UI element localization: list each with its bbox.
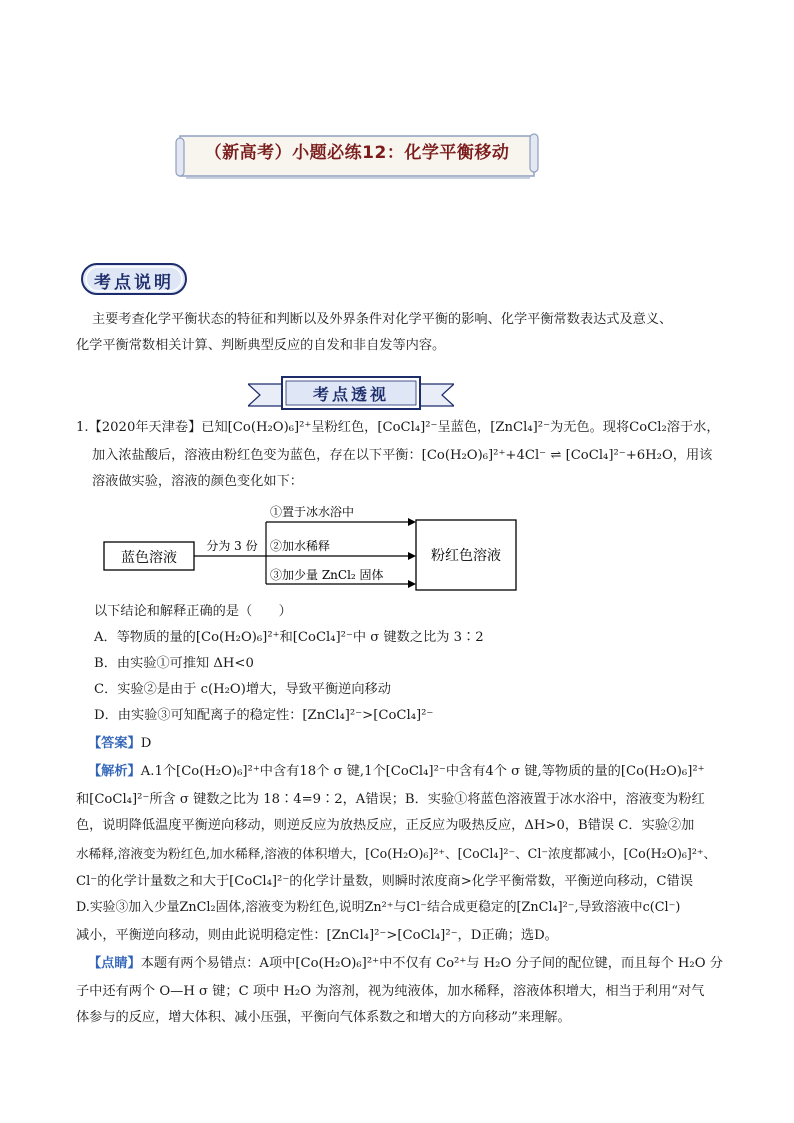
step-3-label: ③加少量 ZnCl₂ 固体 [270, 568, 384, 582]
analysis-line-5: Cl⁻的化学计量数之和大于[CoCl₄]²⁻的化学计量数，则瞬时浓度商>化学平衡常数，平衡逆向移动，C错误 [76, 874, 693, 889]
question-stem: 以下结论和解释正确的是（ ） [94, 604, 292, 619]
step-1-label: ①置于冰水浴中 [270, 505, 355, 519]
tips-line-3: 体参与的反应，增大体积、减小压强，平衡向气体系数之和增大的方向移动”来理解。 [76, 1010, 571, 1025]
intro-line-2: 化学平衡常数相关计算、判断典型反应的自发和非自发等内容。 [76, 338, 446, 353]
question-line-3: 溶液做实验，溶液的颜色变化如下： [92, 474, 303, 489]
analysis-line-6: D.实验③加入少量ZnCl₂固体,溶液变为粉红色,说明Zn²⁺与Cl⁻结合成更稳定的[ZnCl₄]²⁻,导致溶液中c(Cl⁻) [76, 900, 681, 915]
question-line-1 [76, 418, 720, 438]
tips-label: 【点睛】 [88, 956, 141, 971]
analysis-line-4: 水稀释,溶液变为粉红色,加水稀释,溶液的体积增大，[Co(H₂O)₆]²⁺、[CoCl₄]²⁻、Cl⁻浓度都减小，[Co(H₂O)₆]²⁺、 [76, 846, 717, 861]
section-badge-label: 考点说明 [94, 273, 174, 293]
experiment-diagram [98, 498, 522, 594]
intro-line-1: 主要考查化学平衡状态的特征和判断以及外界条件对化学平衡的影响、化学平衡常数表达式及意义、 [92, 312, 673, 327]
analysis-label: 【解析】 [88, 764, 141, 779]
end-box-label: 粉红色溶液 [431, 548, 501, 564]
tips-line-2: 子中还有两个 O—H σ 键；C 项中 H₂O 为溶剂，视为纯液体，加水稀释，溶液体积增大，相当于利用“对气 [76, 984, 705, 999]
analysis-text-1: A.1个[Co(H₂O)₆]²⁺中含有18个 σ 键,1个[CoCl₄]²⁻中含有4个 σ 键,等物质的量的[Co(H₂O)₆]²⁺ [140, 764, 705, 779]
question-text-1: 已知[Co(H₂O)₆]²⁺呈粉红色，[CoCl₄]²⁻呈蓝色，[ZnCl₄]²⁻为无色。现将CoCl₂溶于水， [201, 420, 720, 435]
analysis-line-3: 色，说明降低温度平衡逆向移动，则逆反应为放热反应，正反应为吸热反应，ΔH>0，B错误 C．实验②加 [76, 818, 695, 833]
analysis-line-2: 和[CoCl₄]²⁻所含 σ 键数之比为 18∶4=9∶2，A错误；B．实验①将蓝色溶液置于冰水浴中，溶液变为粉红 [76, 792, 705, 807]
option-c: C．实验②是由于 c(H₂O)增大，导致平衡逆向移动 [94, 682, 391, 697]
section-ribbon-label: 考点透视 [312, 385, 389, 404]
option-d: D．由实验③可知配离子的稳定性：[ZnCl₄]²⁻>[CoCl₄]²⁻ [94, 708, 434, 723]
question-source: 【2020年天津卷】 [88, 420, 202, 435]
option-b: B．由实验①可推知 ΔH<0 [94, 656, 254, 671]
page-title: （新高考）小题必练12：化学平衡移动 [204, 143, 510, 163]
tips-text-1: 本题有两个易错点：A项中[Co(H₂O)₆]²⁺中不仅有 Co²⁺与 H₂O 分子间的配位键，而且每个 H₂O 分 [140, 956, 723, 971]
answer-value: D [140, 736, 152, 751]
analysis-line-1 [88, 762, 705, 782]
split-label: 分为 3 份 [206, 539, 258, 553]
tips-line-1 [88, 954, 723, 974]
start-box-label: 蓝色溶液 [121, 550, 177, 566]
answer-label: 【答案】 [88, 736, 141, 751]
question-line-2: 加入浓盐酸后，溶液由粉红色变为蓝色，存在以下平衡：[Co(H₂O)₆]²⁺+4Cl⁻ ⇌ [CoCl₄]²⁻+6H₂O，用该 [92, 448, 713, 463]
step-2-label: ②加水稀释 [270, 539, 331, 553]
analysis-line-7: 减小，平衡逆向移动，则由此说明稳定性：[ZnCl₄]²⁻>[CoCl₄]²⁻，D正确；选D。 [76, 928, 558, 943]
question-number: 1. [76, 420, 89, 435]
option-a: A．等物质的量的[Co(H₂O)₆]²⁺和[CoCl₄]²⁻中 σ 键数之比为 3∶2 [94, 630, 484, 645]
answer-row [88, 734, 151, 754]
